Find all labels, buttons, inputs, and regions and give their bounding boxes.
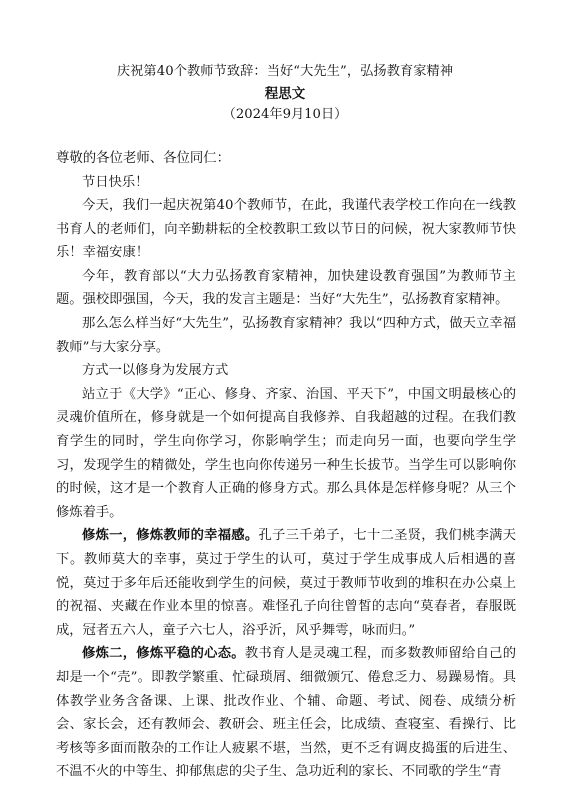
practice-two-lead: 修炼二，修炼平稳的心态。: [82, 646, 245, 662]
salutation: 尊敬的各位老师、各位同仁：: [56, 151, 231, 166]
practice-one-text: 孔子三千弟子，七十二圣贤，我们桃李满天下。教师莫大的幸事，莫过于学生的认可，莫过于学生成事成人后相遇的喜悦，莫过于多年后还能收到学生的问候，莫过于教师节收到的堆积在办公桌上的祝福、夹藏在作业本里的惊喜。难怪孔子向往曾皙的志向“莫春者，春服既成，冠者五六人，童子六七人，浴乎沂，风乎舞雩，咏而归。”: [56, 528, 517, 638]
document-header: [0, 62, 570, 125]
paragraph-practice-two: [56, 642, 516, 784]
document-title: 庆祝第40个教师节致辞：当好“大先生”，弘扬教育家精神: [116, 64, 454, 79]
practice-one-lead: 修炼一，修炼教师的幸福感。: [82, 528, 259, 544]
document-author: 程思文: [264, 86, 306, 102]
paragraph-practice-one: [56, 524, 516, 642]
practice-two-text: 教书育人是灵魂工程，而多数教师留给自己的却是一个“壳”。即教学繁重、忙碌琐屑、细微颁冗、倦怠乏力、易躁易惰。具体教学业务含备课、上课、批改作业、个辅、命题、考试、阅卷、成绩分析会、家长会，还有教师会、教研会、班主任会，比成绩、查寝室、看操行、比考核等多面而散杂的工作让人疲累不堪，当然，更不乏有调皮捣蛋的后进生、不温不火的中等生、抑郁焦虑的尖子生、急功近利的家长、不同歌的学生“青: [56, 646, 517, 780]
document-date: （2024年9月10日）: [222, 107, 348, 122]
paragraph-theme: 今年，教育部以“大力弘扬教育家精神，加快建设教育强国”为教师节主题。强校即强国，今天，我的发言主题是：当好“大先生”，弘扬教育家精神。: [56, 268, 516, 308]
paragraph-self-cultivation: 站立于《大学》“正心、修身、齐家、治国、平天下”，中国文明最核心的灵魂价值所在，修身就是一个如何提高自我修养、自我超越的过程。在我们教育学生的同时，学生向你学习，你影响学生；而走向另一面，也要向学生学习，发现学生的精微处，学生也向你传递另一种生长拔节。当学生可以影响你的时候，这才是一个教育人正确的修身方式。那么具体是怎样修身呢？从三个修炼着手。: [56, 386, 516, 520]
section-heading-method-one: 方式一以修身为发展方式: [82, 363, 229, 379]
paragraph-greeting: 节日快乐！: [82, 174, 149, 190]
paragraph-opening: 今天，我们一起庆祝第40个教师节，在此，我谨代表学校工作向在一线教书育人的老师们，向辛勤耕耘的全校教职工致以节日的问候，祝大家教师节快乐！幸福安康！: [56, 198, 516, 261]
document-body: [56, 147, 516, 784]
paragraph-question: 那么怎么样当好“大先生”，弘扬教育家精神？我以“四种方式，做天立幸福教师”与大家分享。: [56, 316, 516, 355]
